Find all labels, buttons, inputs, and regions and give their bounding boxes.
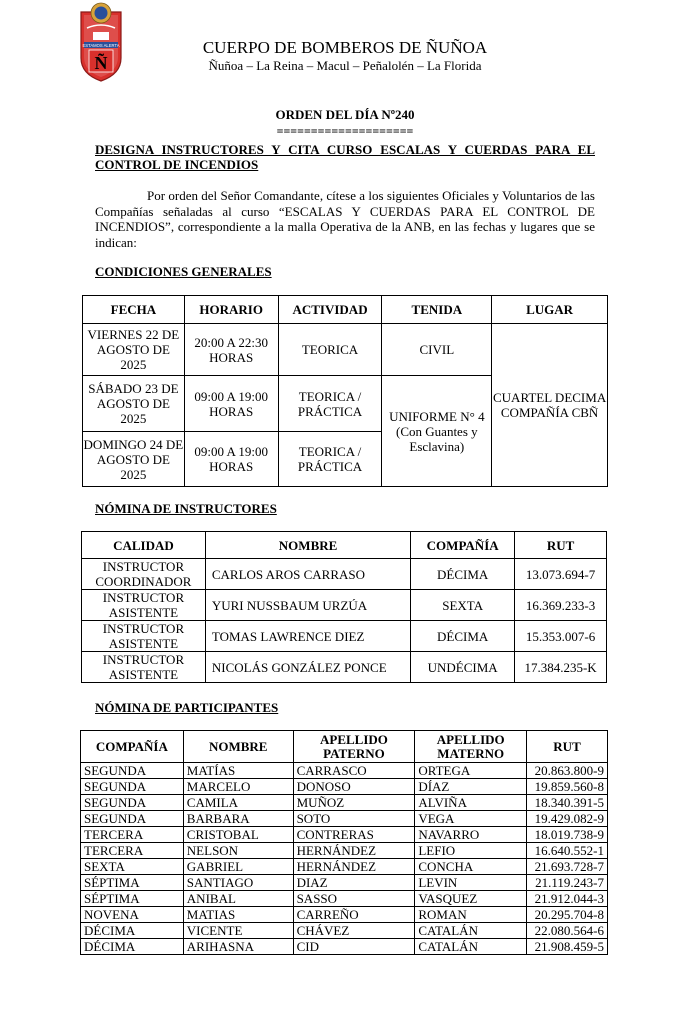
order-title: ORDEN DEL DÍA Nº240 [275,107,415,122]
first-name-cell: SANTIAGO [183,875,293,891]
column-header: LUGAR [492,296,608,324]
svg-text:Ñ: Ñ [94,53,108,73]
table-row [82,559,607,590]
maternal-surname-cell: NAVARRO [415,827,527,843]
company-cell: UNDÉCIMA [411,652,515,683]
column-header: CALIDAD [82,532,206,559]
maternal-surname-cell: ORTEGA [415,763,527,779]
paternal-surname-cell: CHÁVEZ [293,923,415,939]
company-cell: SEGUNDA [81,795,184,811]
rut-cell: 18.019.738-9 [527,827,608,843]
table-row [81,763,608,779]
section-heading-conditions: CONDICIONES GENERALES [95,264,272,279]
table-header-row [83,296,608,324]
schedule-cell: 09:00 A 19:00 HORAS [184,432,278,487]
table-header-row [81,731,608,763]
company-cell: SÉPTIMA [81,875,184,891]
first-name-cell: MATIAS [183,907,293,923]
rut-cell: 21.908.459-5 [527,939,608,955]
company-cell: DÉCIMA [81,939,184,955]
organization-communes: Ñuñoa – La Reina – Macul – Peñalolén – La Florida [208,58,482,73]
date-cell: SÁBADO 23 DE AGOSTO DE 2025 [83,376,185,432]
company-cell: SEGUNDA [81,779,184,795]
company-cell: DÉCIMA [411,621,515,652]
first-name-cell: ANIBAL [183,891,293,907]
rut-cell: 16.640.552-1 [527,843,608,859]
order-subject: DESIGNA INSTRUCTORES Y CITA CURSO ESCALAS Y CUERDAS PARA EL CONTROL DE INCENDIOS [95,142,595,172]
schedule-cell: 09:00 A 19:00 HORAS [184,376,278,432]
name-cell: TOMAS LAWRENCE DIEZ [205,621,410,652]
paternal-surname-cell: CID [293,939,415,955]
table-row [81,811,608,827]
svg-text:ESTAMOS ALERTA: ESTAMOS ALERTA [82,42,120,48]
first-name-cell: MATÍAS [183,763,293,779]
company-cell: SEGUNDA [81,763,184,779]
activity-cell: TEORICA / PRÁCTICA [278,432,382,487]
instructors-table [81,531,607,683]
rut-cell: 15.353.007-6 [515,621,607,652]
date-cell: VIERNES 22 DE AGOSTO DE 2025 [83,324,185,376]
paternal-surname-cell: DONOSO [293,779,415,795]
participants-table [80,730,608,955]
table-row [81,891,608,907]
table-row [81,939,608,955]
column-header: NOMBRE [205,532,410,559]
table-header-row [82,532,607,559]
name-cell: NICOLÁS GONZÁLEZ PONCE [205,652,410,683]
first-name-cell: GABRIEL [183,859,293,875]
company-cell: NOVENA [81,907,184,923]
first-name-cell: MARCELO [183,779,293,795]
first-name-cell: BARBARA [183,811,293,827]
column-header: APELLIDO MATERNO [415,731,527,763]
paternal-surname-cell: CARREÑO [293,907,415,923]
rut-cell: 19.429.082-9 [527,811,608,827]
maternal-surname-cell: VASQUEZ [415,891,527,907]
fire-department-crest-logo [75,2,127,82]
first-name-cell: CRISTOBAL [183,827,293,843]
maternal-surname-cell: ALVIÑA [415,795,527,811]
rut-cell: 21.912.044-3 [527,891,608,907]
first-name-cell: CAMILA [183,795,293,811]
maternal-surname-cell: LEVIN [415,875,527,891]
first-name-cell: NELSON [183,843,293,859]
maternal-surname-cell: CATALÁN [415,923,527,939]
column-header: COMPAÑÍA [81,731,184,763]
table-row [81,907,608,923]
attire-cell: UNIFORME N° 4 (Con Guantes y Esclavina) [382,376,492,487]
table-row [81,779,608,795]
section-heading-participants: NÓMINA DE PARTICIPANTES [95,700,279,715]
organization-name: CUERPO DE BOMBEROS DE ÑUÑOA [202,38,488,57]
company-cell: TERCERA [81,843,184,859]
role-cell: INSTRUCTOR COORDINADOR [82,559,206,590]
rut-cell: 19.859.560-8 [527,779,608,795]
paternal-surname-cell: SASSO [293,891,415,907]
rut-cell: 17.384.235-K [515,652,607,683]
activity-cell: TEORICA [278,324,382,376]
company-cell: SEGUNDA [81,811,184,827]
section-heading-instructors: NÓMINA DE INSTRUCTORES [95,501,277,516]
column-header: RUT [527,731,608,763]
table-row [81,859,608,875]
paternal-surname-cell: CONTRERAS [293,827,415,843]
rut-cell: 22.080.564-6 [527,923,608,939]
attire-cell: CIVIL [382,324,492,376]
company-cell: DÉCIMA [411,559,515,590]
rut-cell: 13.073.694-7 [515,559,607,590]
paternal-surname-cell: HERNÁNDEZ [293,843,415,859]
rut-cell: 21.119.243-7 [527,875,608,891]
table-row [82,621,607,652]
table-row [81,843,608,859]
name-cell: CARLOS AROS CARRASO [205,559,410,590]
table-row [81,827,608,843]
rut-cell: 20.295.704-8 [527,907,608,923]
company-cell: SÉPTIMA [81,891,184,907]
date-cell: DOMINGO 24 DE AGOSTO DE 2025 [83,432,185,487]
company-cell: TERCERA [81,827,184,843]
rut-cell: 16.369.233-3 [515,590,607,621]
role-cell: INSTRUCTOR ASISTENTE [82,590,206,621]
table-row [81,923,608,939]
order-body: Por orden del Señor Comandante, cítese a los siguientes Oficiales y Voluntarios de las Compañías señaladas al curso “ESCALAS Y CUERDAS PARA EL CONTROL DE INCENDIOS”, correspondiente a la malla Operativa de la ANB, en las fechas y lugares que se indican: [95,188,595,250]
location-cell: CUARTEL DECIMA COMPAÑÍA CBÑ [492,324,608,487]
role-cell: INSTRUCTOR ASISTENTE [82,621,206,652]
column-header: TENIDA [382,296,492,324]
conditions-table [82,295,608,487]
rut-cell: 20.863.800-9 [527,763,608,779]
table-row [82,590,607,621]
rut-cell: 18.340.391-5 [527,795,608,811]
table-row [81,795,608,811]
schedule-cell: 20:00 A 22:30 HORAS [184,324,278,376]
role-cell: INSTRUCTOR ASISTENTE [82,652,206,683]
paternal-surname-cell: CARRASCO [293,763,415,779]
company-cell: SEXTA [411,590,515,621]
paternal-surname-cell: MUÑOZ [293,795,415,811]
column-header: NOMBRE [183,731,293,763]
maternal-surname-cell: LEFIO [415,843,527,859]
column-header: COMPAÑÍA [411,532,515,559]
table-row [82,652,607,683]
first-name-cell: ARIHASNA [183,939,293,955]
company-cell: DÉCIMA [81,923,184,939]
maternal-surname-cell: DÍAZ [415,779,527,795]
maternal-surname-cell: CATALÁN [415,939,527,955]
column-header: HORARIO [184,296,278,324]
participants-rows [81,763,608,955]
table-row [81,875,608,891]
paternal-surname-cell: DIAZ [293,875,415,891]
first-name-cell: VICENTE [183,923,293,939]
company-cell: SEXTA [81,859,184,875]
title-rule: ==================== [276,124,414,138]
maternal-surname-cell: CONCHA [415,859,527,875]
column-header: APELLIDO PATERNO [293,731,415,763]
paternal-surname-cell: HERNÁNDEZ [293,859,415,875]
column-header: FECHA [83,296,185,324]
activity-cell: TEORICA / PRÁCTICA [278,376,382,432]
rut-cell: 21.693.728-7 [527,859,608,875]
table-row [83,324,608,376]
column-header: ACTIVIDAD [278,296,382,324]
maternal-surname-cell: VEGA [415,811,527,827]
paternal-surname-cell: SOTO [293,811,415,827]
name-cell: YURI NUSSBAUM URZÚA [205,590,410,621]
column-header: RUT [515,532,607,559]
maternal-surname-cell: ROMAN [415,907,527,923]
